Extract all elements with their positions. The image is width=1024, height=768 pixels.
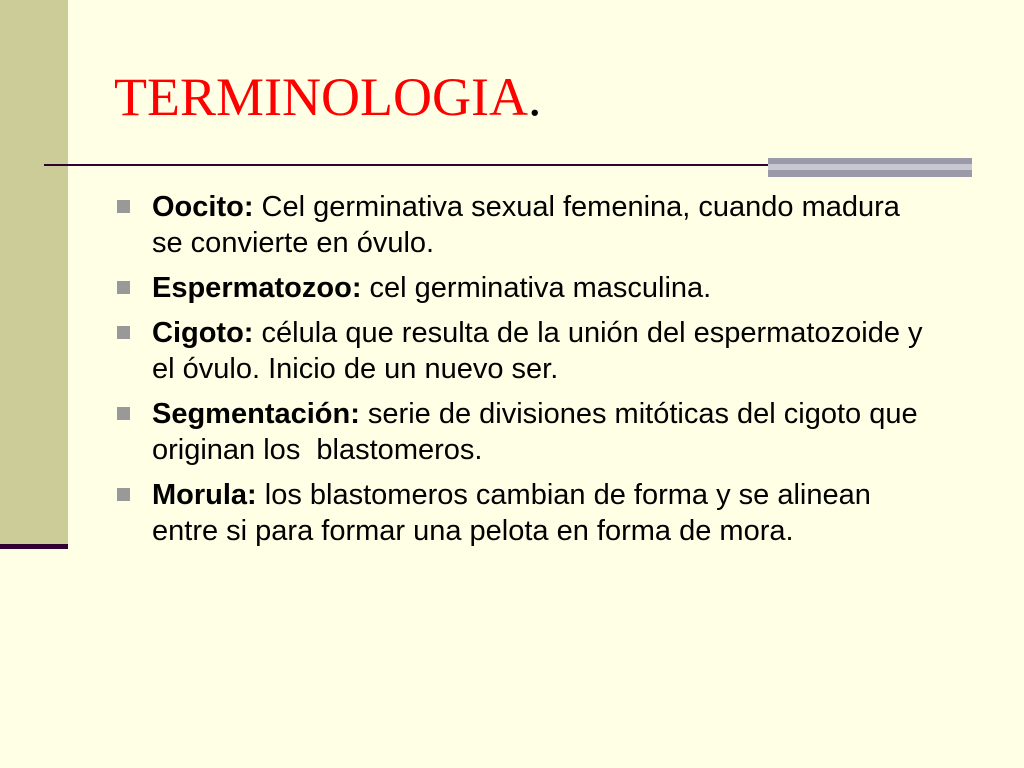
definition-text: cel germinativa masculina.	[361, 272, 712, 304]
definition-item-cigoto	[116, 315, 936, 387]
definition-term: Oocito:	[152, 191, 254, 223]
slide-title	[114, 66, 541, 128]
definition-text: célula que resulta de la unión del espermatozoide y el óvulo. Inicio de un nuevo ser.	[152, 317, 923, 385]
side-decor-band	[0, 0, 68, 544]
definition-term: Morula:	[152, 479, 257, 511]
slide-title-period: .	[527, 67, 542, 127]
slide-title-text: TERMINOLOGIA	[114, 67, 528, 127]
definition-term: Cigoto:	[152, 317, 254, 349]
square-bullet-icon	[117, 407, 130, 420]
square-bullet-icon	[117, 326, 130, 339]
definition-item-segmentacion	[116, 396, 936, 468]
square-bullet-icon	[117, 488, 130, 501]
definition-list	[116, 189, 936, 558]
definition-item-morula	[116, 477, 936, 549]
definition-item-espermatozoo	[116, 270, 936, 306]
definition-text: Cel germinativa sexual femenina, cuando madura se convierte en óvulo.	[152, 191, 900, 259]
definition-term: Segmentación:	[152, 398, 360, 430]
square-bullet-icon	[117, 281, 130, 294]
definition-text: los blastomeros cambian de forma y se alinean entre si para formar una pelota en forma de mora.	[152, 479, 871, 547]
definition-item-oocito	[116, 189, 936, 261]
square-bullet-icon	[117, 200, 130, 213]
definition-term: Espermatozoo:	[152, 272, 362, 304]
accent-bar-bottom	[768, 170, 972, 177]
title-divider	[44, 164, 768, 166]
definition-text: serie de divisiones mitóticas del cigoto que originan los blastomeros.	[152, 398, 926, 466]
side-decor-rule	[0, 544, 68, 549]
